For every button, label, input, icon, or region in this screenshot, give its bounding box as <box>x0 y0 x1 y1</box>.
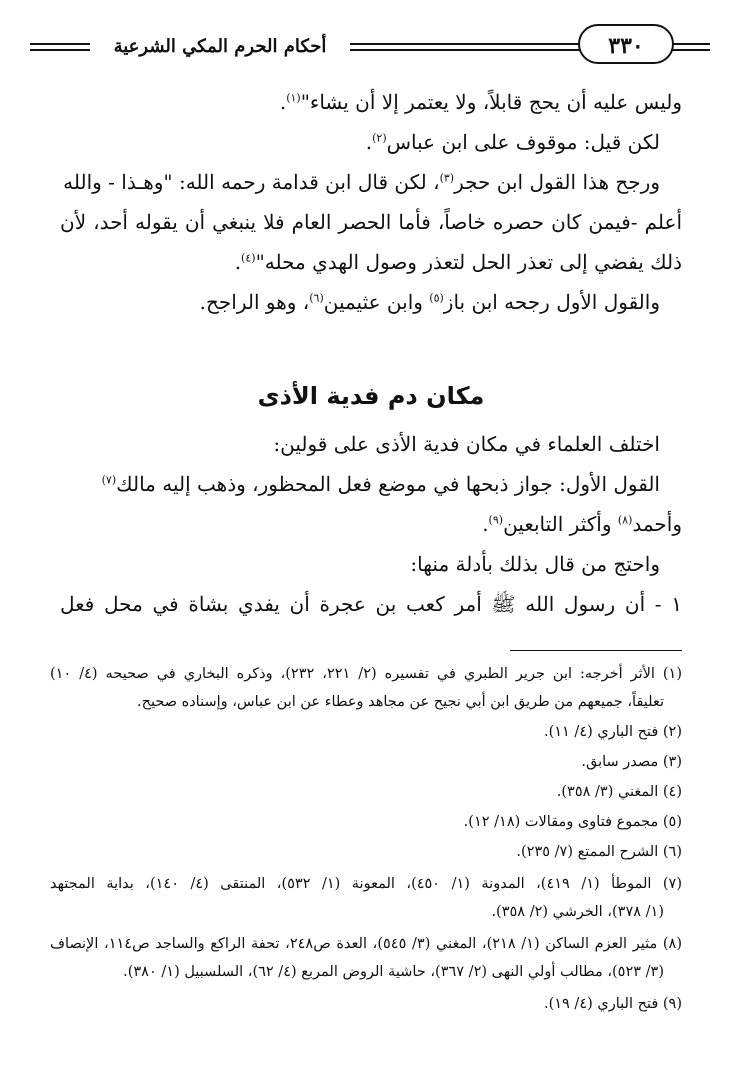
body-line-5: ذلك يفضي إلى تعذر الحل لتعذر وصول الهدي محله"$^{(٤)}$. <box>234 250 682 274</box>
footnote-marker-5[interactable]: (٥) <box>429 291 444 305</box>
page-header <box>30 22 710 70</box>
footnote-marker-7[interactable]: (٧) <box>101 473 117 487</box>
body-line-2: لكن قيل: موقوف على ابن عباس$^{(٢)}$. <box>365 130 660 154</box>
section-line-4: واحتج من قال بذلك بأدلة منها: <box>410 552 660 576</box>
footnote-separator <box>510 650 682 651</box>
footnote-marker-2[interactable]: (٢) <box>372 131 387 145</box>
section-heading: مكان دم فدية الأذى <box>257 382 485 410</box>
footnote-8: (٨) مثير العزم الساكن (١/ ٢١٨)، المغني (٣/ ٥٤٥)، العدة ص٢٤٨، تحفة الراكع والساجد ص١١٤، الإنصاف <box>50 936 682 952</box>
footnote-marker-4[interactable]: (٤) <box>241 251 256 265</box>
running-title: أحكام الحرم المكي الشرعية <box>90 32 350 62</box>
footnote-2: (٢) فتح الباري (٤/ ١١). <box>543 724 682 740</box>
footnote-3: (٣) مصدر سابق. <box>581 754 682 770</box>
footnote-7: (٧) الموطأ (١/ ٤١٩)، المدونة (١/ ٤٥٠)، المعونة (١/ ٥٣٢)، المنتقى (٤/ ١٤٠)، بداية المجتهد <box>50 876 683 892</box>
body-line-1: وليس عليه أن يحج قابلاً، ولا يعتمر إلا أن يشاء"$^{(١)}$. <box>279 90 682 114</box>
footnote-9: (٩) فتح الباري (٤/ ١٩). <box>543 996 682 1012</box>
section-line-1: اختلف العلماء في مكان فدية الأذى على قولين: <box>273 432 660 456</box>
body-line-3: ورجح هذا القول ابن حجر$^{(٣)}$، لكن قال ابن قدامة رحمه الله: "وهـذا - والله <box>63 170 660 194</box>
body-line-6: والقول الأول رجحه ابن باز$^{(٥)}$ وابن عثيمين$^{(٦)}$، وهو الراجح. <box>199 290 660 314</box>
page-number: ٣٣٠ <box>578 24 674 64</box>
section-line-5: ١ - أن رسول الله ﷺ أمر كعب بن عجرة أن يفدي بشاة في محل فعل <box>60 592 682 616</box>
footnote-marker-6[interactable]: (٦) <box>309 291 324 305</box>
footnote-marker-3[interactable]: (٣) <box>439 171 455 185</box>
footnote-5: (٥) مجموع فتاوى ومقالات (١٨/ ١٢). <box>463 814 682 830</box>
footnote-4: (٤) المغني (٣/ ٣٥٨). <box>556 784 682 800</box>
body-line-4: أعلم -فيمن كان حصره خاصاً، فأما الحصر العام فلا ينبغي أن يقوله أحد، لأن <box>60 210 682 234</box>
section-line-3: وأحمد$^{(٨)}$ وأكثر التابعين$^{(٩)}$. <box>482 512 682 536</box>
footnote-7-cont: (١/ ٣٧٨)، الخرشي (٢/ ٣٥٨). <box>491 904 664 920</box>
footnote-marker-9[interactable]: (٩) <box>488 513 504 527</box>
section-line-2: القول الأول: جواز ذبحها في موضع فعل المحظور، وذهب إليه مالك$^{(٧)}$ <box>101 472 660 496</box>
footnote-6: (٦) الشرح الممتع (٧/ ٢٣٥). <box>516 844 682 860</box>
footnote-marker-1[interactable]: (١) <box>286 91 301 105</box>
footnote-1: (١) الأثر أخرجه: ابن جرير الطبري في تفسيره (٢/ ٢٢١، ٢٣٢)، وذكره البخاري في صحيحه (٤/ ١٠) <box>50 666 683 682</box>
footnote-8-cont: (٣/ ٥٢٣)، مطالب أولي النهى (٢/ ٣٦٧)، حاشية الروض المربع (٤/ ٦٢)، السلسبيل (١/ ٣٨٠). <box>123 964 664 980</box>
footnote-marker-8[interactable]: (٨) <box>617 513 633 527</box>
footnote-1-cont: تعليقاً، جميعهم من طريق ابن أبي نجيح عن مجاهد وعطاء عن ابن عباس، وإسناده صحيح. <box>136 694 664 710</box>
